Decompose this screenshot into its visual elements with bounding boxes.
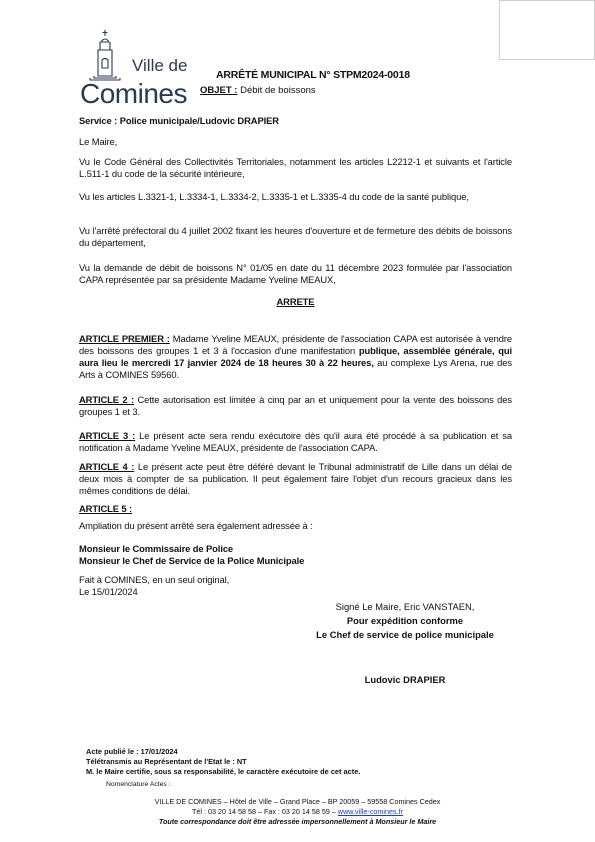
article-1-label: ARTICLE PREMIER : [79,333,170,344]
article-2-text: Cette autorisation est limitée à cinq par an et uniquement pour la vente des boissons des groupes 1 et 3. [79,394,512,417]
phone-fax: Tél : 03 20 14 58 58 – Fax : 03 20 14 58 59 – [192,807,336,816]
article-1-text-c: au complexe Lys Arena, rue des Arts à COMINES 59560. [79,357,512,380]
article-2 [79,394,512,418]
publication-date: Acte publié le : 17/01/2024 [86,747,178,756]
logo-comines-text: Comines [80,78,187,109]
ampliation-line: Ampliation du présent arrêté sera également adressée à : [79,520,313,531]
sign-line-1: Signé Le Maire, Eric VANSTAEN, [335,601,475,612]
vu-paragraph-2: Vu les articles L.3321-1, L.3334-1, L.3334-2, L.3335-1 et L.3335-4 du code de la santé publique, [79,191,469,202]
vu-paragraph-1: Vu le Code Général des Collectivités Territoriales, notamment les articles L2212-1 et suivants et l'article L.511-1 du code de la sécurité intérieure, [79,156,512,179]
date-line: Le 15/01/2024 [79,586,138,597]
logo-ville-text: Ville de [132,56,188,75]
article-4-text: Le présent acte peut être déféré devant le Tribunal administratif de Lille dans un délai de deux mois à compter de sa publication. Il peut également faire l'objet d'un recours gracieux dans les mêmes conditions de délai. [79,461,512,496]
transmission-info: Télétransmis au Représentant de l'Etat le : NT [86,757,247,766]
vu-paragraph-3: Vu l'arrêté préfectoral du 4 juillet 2002 fixant les heures d'ouverture et de fermeture des débits de boissons du département, [79,225,512,248]
objet-line [200,85,316,96]
stamp-box [499,0,595,60]
objet-text: Débit de boissons [240,85,316,96]
article-5 [79,503,512,515]
article-3-text: Le présent acte sera rendu exécutoire dès qu'il aura été procédé à sa publication et sa notification à Madame Yveline MEAUX, présidente de l'association CAPA. [79,430,512,453]
recipient-2: Monsieur le Chef de Service de la Police Municipale [79,555,305,566]
article-1-text-b: publique, assemblée générale, qui aura lieu le mercredi 17 janvier 2024 de 18 heures 30 à 22 heures, [79,345,512,368]
sign-line-2: Pour expédition conforme [346,615,464,626]
recipient-1: Monsieur le Commissaire de Police [79,543,234,554]
executoire-certification: M. le Maire certifie, sous sa responsabilité, le caractère exécutoire de cet acte. [86,767,361,776]
fait-line: Fait à COMINES, en un seul original, [79,574,230,585]
objet-label: OBJET : [200,85,238,96]
website-link[interactable]: www.ville-comines.fr [337,807,403,816]
article-5-label: ARTICLE 5 : [79,503,133,514]
address-line: VILLE DE COMINES – Hôtel de Ville – Grand Place – BP 20059 – 59558 Comines Cedex [154,797,441,806]
footer-address [0,797,595,827]
article-1-text-a: Madame Yveline MEAUX, présidente de l'association CAPA est autorisée à vendre des boissons des groupes 1 et 3 à l'occasion d'une manifestation [79,333,513,356]
article-4 [79,461,512,497]
article-1 [79,333,512,381]
publication-info [86,747,360,777]
article-2-label: ARTICLE 2 : [79,394,134,405]
arrete-label: ARRETE [276,296,315,307]
contact-line [0,807,595,817]
service-line: Service : Police municipale/Ludovic DRAPIER [79,115,279,126]
document-title: ARRÊTÉ MUNICIPAL N° STPM2024-0018 [216,69,410,81]
sign-line-3: Le Chef de service de police municipale [316,629,494,640]
nomenclature-line: Nomenclature Actes : [106,781,171,788]
article-3-label: ARTICLE 3 : [79,430,136,441]
arrete-heading [79,296,512,308]
article-4-label: ARTICLE 4 : [79,461,135,472]
correspondence-note: Toute correspondance doit être adressée impersonnellement à Monsieur le Maire [158,817,437,826]
article-3 [79,430,512,454]
signatory-name: Ludovic DRAPIER [364,674,446,685]
vu-paragraph-4: Vu la demande de débit de boissons N° 01/05 en date du 11 décembre 2023 formulée par l'association CAPA représentée par sa présidente Madame Yveline MEAUX, [79,262,512,285]
maire-line: Le Maire, [79,136,118,147]
